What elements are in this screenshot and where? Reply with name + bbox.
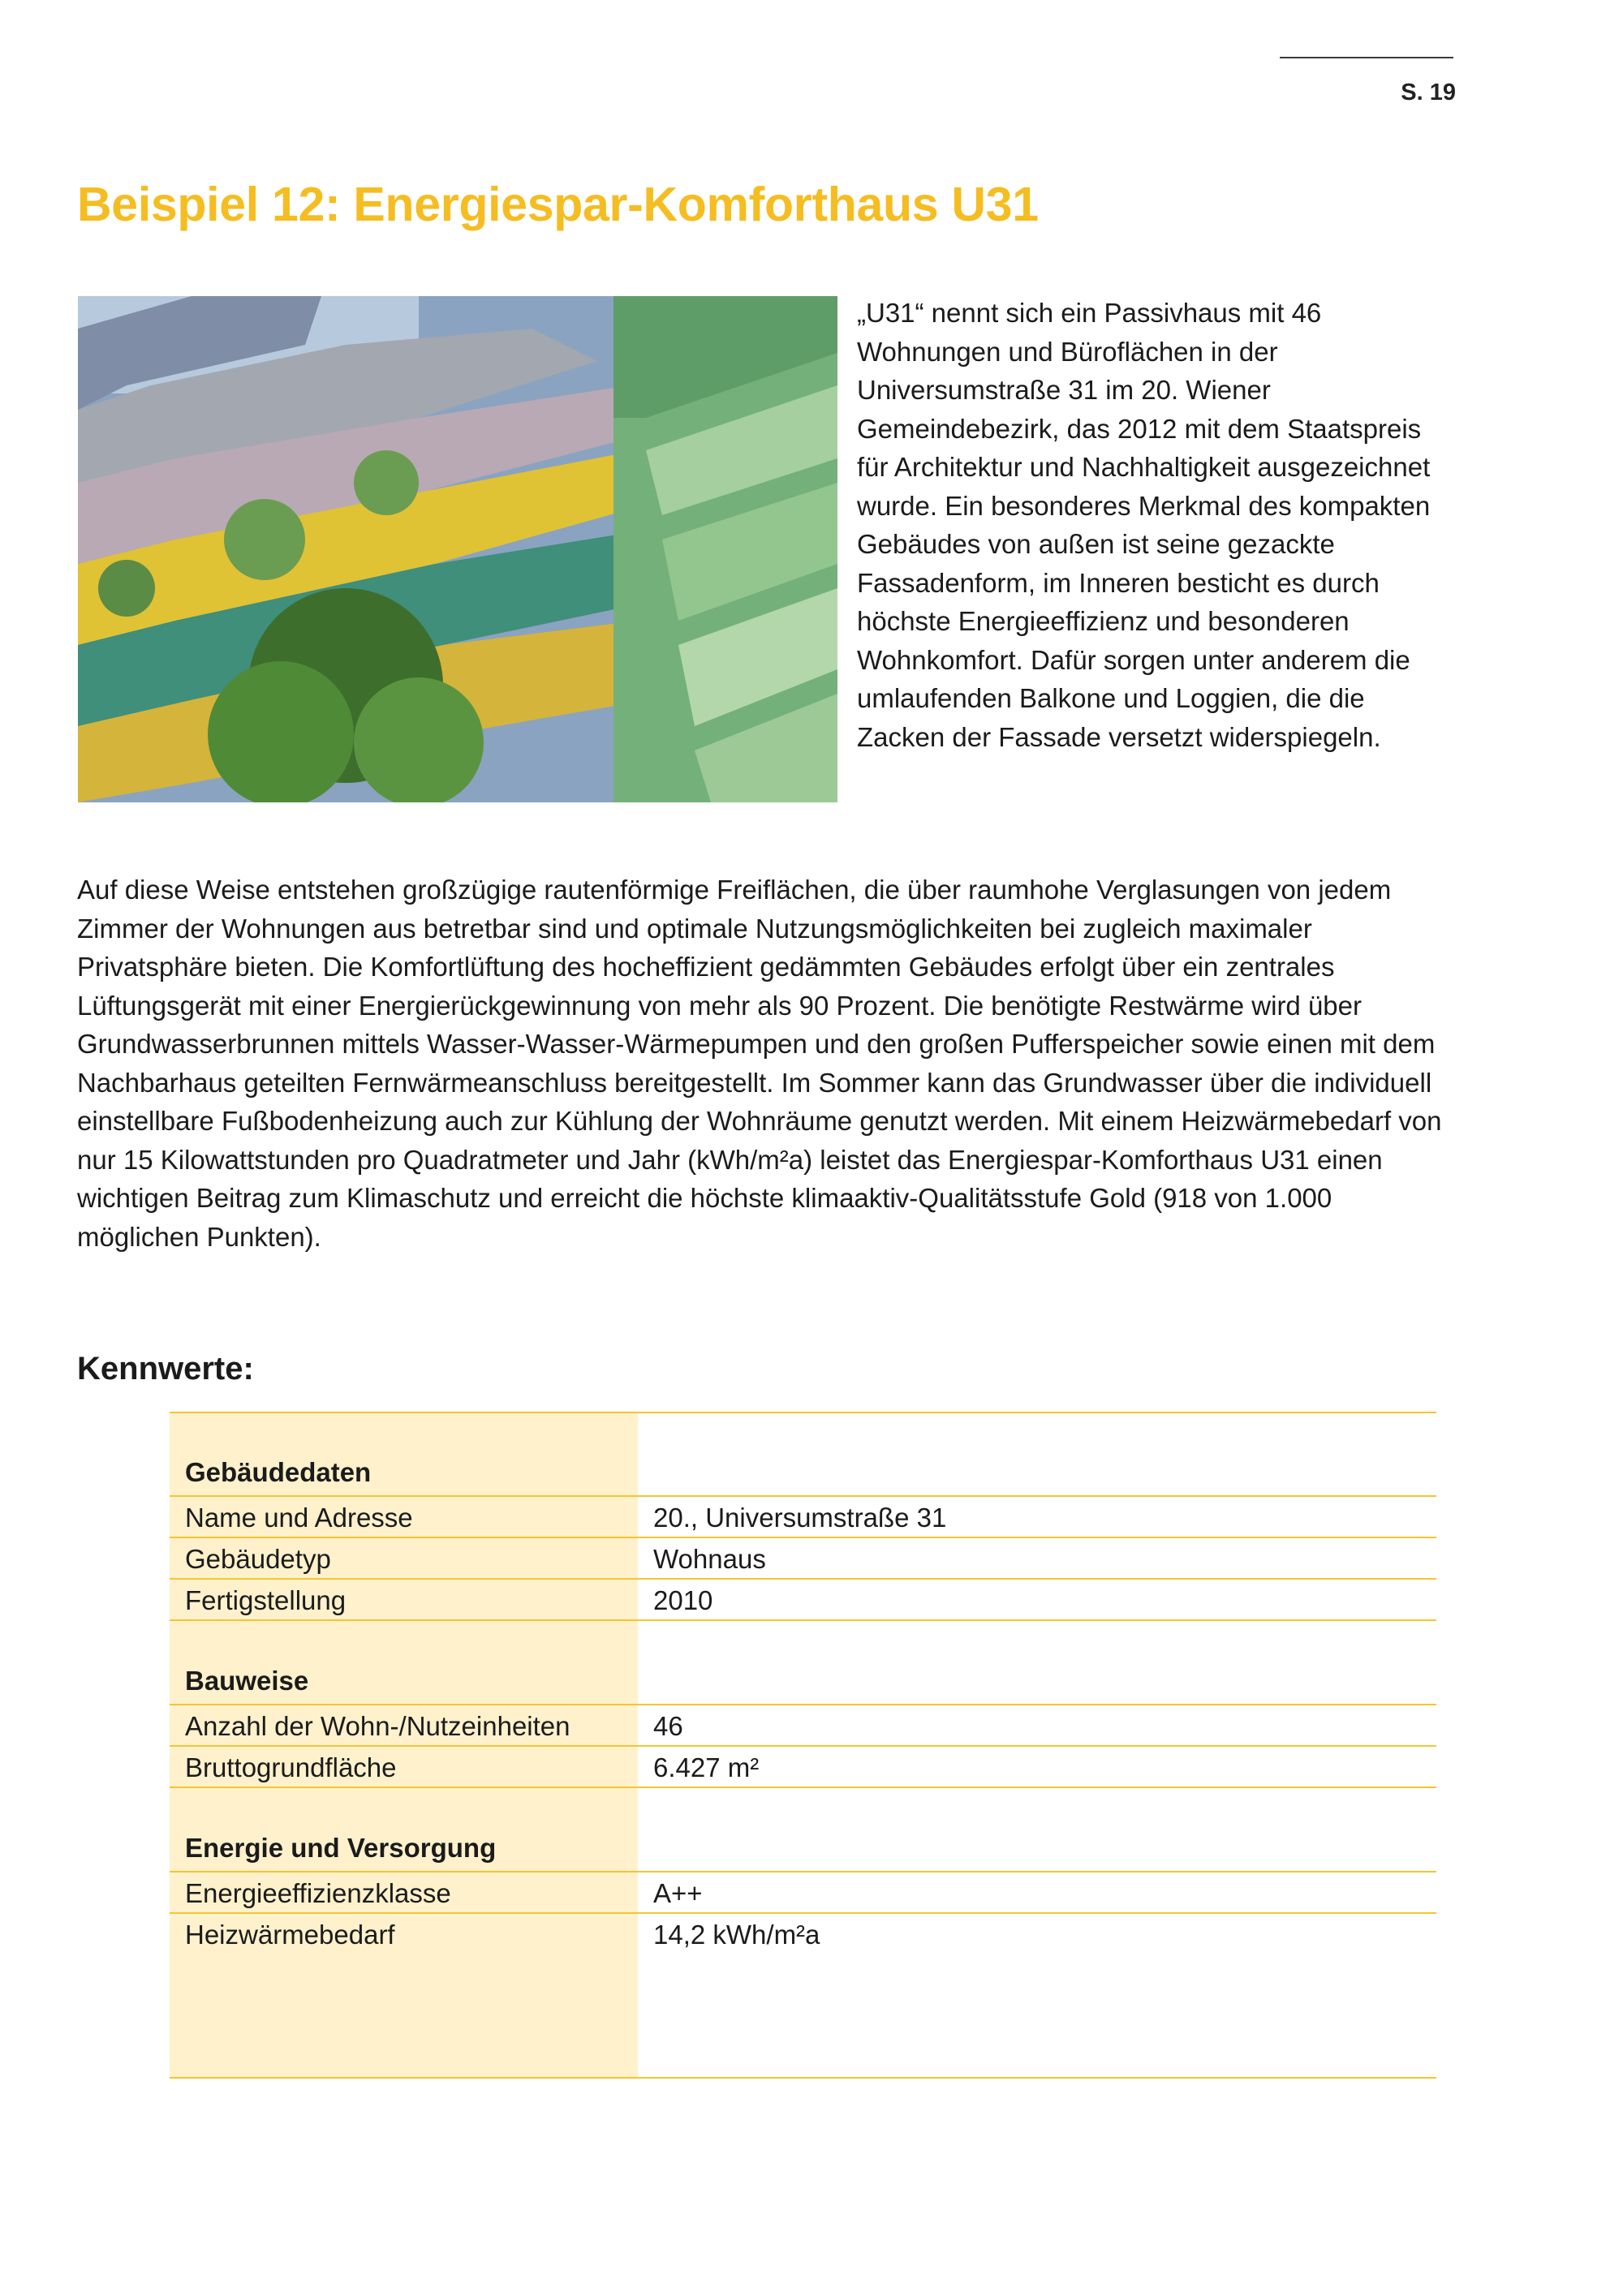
table-row xyxy=(170,1578,1436,1619)
table-row xyxy=(170,1745,1436,1786)
table-rule xyxy=(170,1786,1436,1828)
body-paragraph: Auf diese Weise entstehen großzügige rautenförmige Freiflächen, die über raumhohe Verglasungen von jedem Zimmer der Wohnungen aus betretbar sind und optimale Nutzungsmöglichkeiten bei zugleich maximaler Privatsphäre bieten. Die Komfortlüftung des hocheffizient gedämmten Gebäudes erfolgt über ein zentrales Lüftungsgerät mit einer Energierückgewinnung von mehr als 90 Prozent. Die benötigte Restwärme wird über Grundwasserbrunnen mittels Wasser-Wasser-Wärmepumpen und den großen Pufferspeicher sowie einen mit dem Nachbarhaus geteilten Fernwärmeanschluss bereitgestellt. Im Sommer kann das Grundwasser über die individuell einstellbare Fußbodenheizung auch zur Kühlung der Wohnräume genutzt werden. Mit einem Heizwärmebedarf von nur 15 Kilowattstunden pro Quadratmeter und Jahr (kWh/m²a) leistet das Energiespar-Komforthaus U31 einen wichtigen Beitrag zum Klimaschutz und erreicht die höchste klimaaktiv-Qualitätsstufe Gold (918 von 1.000 möglichen Punkten). xyxy=(77,875,1442,1252)
table-row xyxy=(170,1704,1436,1745)
row-label: Bruttogrundfläche xyxy=(185,1752,397,1782)
row-label: Name und Adresse xyxy=(185,1503,413,1533)
row-value: A++ xyxy=(653,1878,703,1908)
row-value: 14,2 kWh/m²a xyxy=(653,1920,820,1950)
row-label: Gebäudetyp xyxy=(185,1544,331,1574)
section-title: Bauweise xyxy=(185,1666,309,1696)
row-value: 20., Universumstraße 31 xyxy=(653,1503,947,1533)
row-label: Anzahl der Wohn-/Nutzeinheiten xyxy=(185,1711,570,1741)
kennwerte-heading: Kennwerte: xyxy=(77,1351,254,1387)
table-row xyxy=(170,1912,1436,1954)
page-number: S. 19 xyxy=(1401,80,1456,105)
table-row xyxy=(170,1871,1436,1912)
building-photo xyxy=(78,296,837,802)
table-row xyxy=(170,1495,1436,1537)
row-value: 2010 xyxy=(653,1585,713,1615)
row-label: Fertigstellung xyxy=(185,1585,347,1615)
row-label: Heizwärmebedarf xyxy=(185,1920,395,1950)
section-title: Gebäudedaten xyxy=(185,1457,372,1487)
row-value: 46 xyxy=(653,1711,683,1741)
row-label: Energieeffizienzklasse xyxy=(185,1878,451,1908)
page-title: Beispiel 12: Energiespar-Komforthaus U31 xyxy=(77,178,1039,231)
table-row xyxy=(170,1537,1436,1578)
kennwerte-table xyxy=(170,1412,1436,2079)
section-title: Energie und Versorgung xyxy=(185,1833,497,1863)
row-value: 6.427 m² xyxy=(653,1752,760,1782)
row-value: Wohnaus xyxy=(653,1544,766,1574)
header-rule xyxy=(1280,57,1453,58)
table-bottom-rule xyxy=(170,2077,1436,2079)
table-top-rule xyxy=(170,1412,1436,1453)
table-rule xyxy=(170,1619,1436,1661)
intro-paragraph: „U31“ nennt sich ein Passivhaus mit 46 Wohnungen und Büroflächen in der Universumstraße 31 im 20. Wiener Gemeindebezirk, das 2012 mit dem Staatspreis für Architektur und Nachhaltigkeit ausgezeichnet wurde. Ein besonderes Merkmal des kompakten Gebäudes von außen ist seine gezackte Fassadenform, im Inneren besticht es durch höchste Energieeffizienz und besonderen Wohnkomfort. Dafür sorgen unter anderem die umlaufenden Balkone und Loggien, die die Zacken der Fassade versetzt widerspiegeln. xyxy=(857,298,1431,752)
